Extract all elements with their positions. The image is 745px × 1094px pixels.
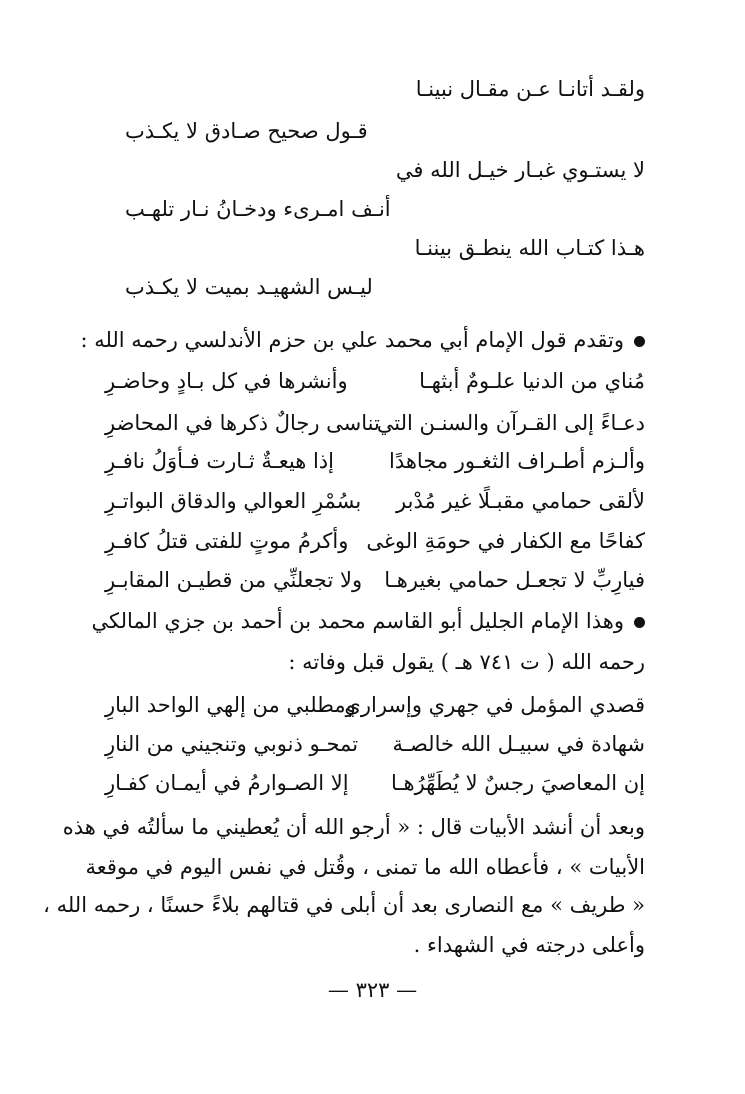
verse-second-half: تناسى رجالٌ ذكرها في المحاضرِ xyxy=(105,411,380,435)
bullet-icon xyxy=(634,336,645,347)
page-number: — ٣٢٣ — xyxy=(327,978,418,1002)
intro-paragraph: وتقدم قول الإمام أبي محمد علي بن حزم الأندلسي رحمه الله : xyxy=(80,323,645,357)
poem-line: لا يستـوي غبـار خيـل الله في xyxy=(395,158,645,182)
closing-line: « طريف » مع النصارى بعد أن أبلى في قتالهم بلاءً حسنًا ، رحمه الله ، xyxy=(43,893,645,917)
verse-second-half: بسُمْرِ العوالي والدقاق البواتـرِ xyxy=(105,489,362,513)
verse-first-half: مُناي من الدنيا علـومٌ أبثهـا xyxy=(419,369,645,393)
poem-line: أنـف امـرىء ودخـانُ نـار تلهـب xyxy=(125,197,391,221)
verse-first-half: كفاحًا مع الكفار في حومَةِ الوغى xyxy=(366,529,645,553)
bullet-icon xyxy=(634,617,645,628)
verse-second-half: إلا الصـوارمُ في أيمـان كفـارِ xyxy=(105,771,349,795)
verse-second-half: ومطلبي من إلهي الواحد البارِ xyxy=(105,693,356,717)
verse-second-half: إذا هيعـةٌ ثـارت فـأوَلُ نافـرِ xyxy=(105,449,334,473)
verse-first-half: قصدي المؤمل في جهري وإسراري xyxy=(344,693,645,717)
closing-line: الأبيات » ، فأعطاه الله ما تمنى ، وقُتل في نفس اليوم في موقعة xyxy=(85,855,645,879)
verse-first-half: شهادة في سبيـل الله خالصـة xyxy=(392,732,645,756)
verse-first-half: لألقى حمامي مقبـلًا غير مُدْبر xyxy=(396,489,645,513)
verse-second-half: وأكرمُ موتٍ للفتى قتلُ كافـرِ xyxy=(105,529,349,553)
poem-line: قـول صحيح صـادق لا يكـذب xyxy=(125,119,368,143)
verse-first-half: دعـاءً إلى القـرآن والسنـن التي xyxy=(376,411,645,435)
closing-line: وأعلى درجته في الشهداء . xyxy=(413,933,645,957)
verse-second-half: ولا تجعلنِّي من قطيـن المقابـرِ xyxy=(105,568,363,592)
verse-first-half: وألـزم أطـراف الثغـور مجاهدًا xyxy=(388,449,645,473)
poem-line: ولقـد أتانـا عـن مقـال نبينـا xyxy=(415,77,645,101)
poem-line: هـذا كتـاب الله ينطـق بيننـا xyxy=(414,236,645,260)
verse-second-half: تمحـو ذنوبي وتنجيني من النارِ xyxy=(105,732,359,756)
verse-first-half: إن المعاصيَ رجسٌ لا يُطَهِّرُهـا xyxy=(390,771,645,795)
poem-line: ليـس الشهيـد بميت لا يكـذب xyxy=(125,275,373,299)
closing-line: وبعد أن أنشد الأبيات قال : « أرجو الله أن يُعطيني ما سألتُه في هذه xyxy=(62,815,645,839)
verse-second-half: وأنشرها في كل بـادٍ وحاضـرِ xyxy=(105,369,348,393)
intro-paragraph-cont: رحمه الله ( ت ٧٤١ هـ ) يقول قبل وفاته : xyxy=(288,650,645,674)
verse-first-half: فيارِبِّ لا تجعـل حمامي بغيرهـا xyxy=(384,568,645,592)
intro-paragraph: وهذا الإمام الجليل أبو القاسم محمد بن أحمد بن جزي المالكي xyxy=(91,604,645,638)
